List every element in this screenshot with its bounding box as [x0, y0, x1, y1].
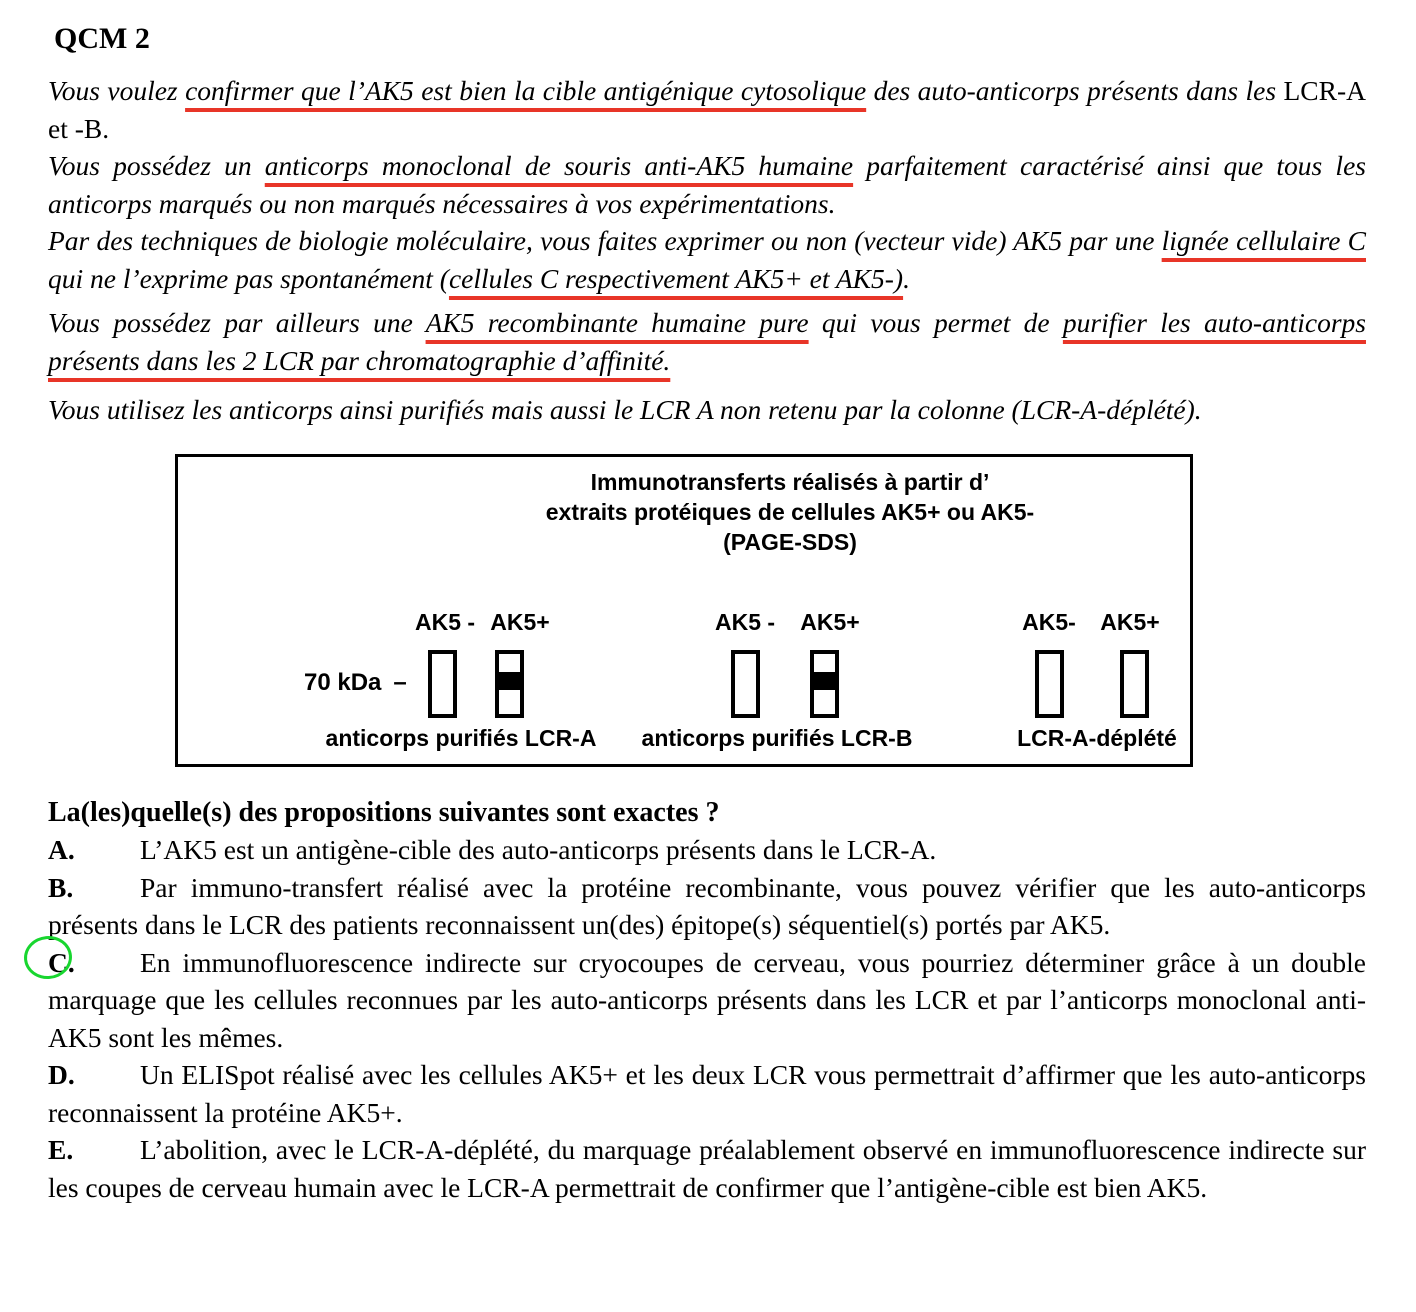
blot-caption-lcr-a: anticorps purifiés LCR-A — [325, 724, 597, 751]
protein-band — [499, 672, 520, 690]
text-segment: des auto-anticorps présents dans les — [866, 75, 1284, 106]
intro-paragraph-5 — [48, 391, 1366, 429]
question-header: La(les)quelle(s) des propositions suivantes sont exactes ? — [48, 796, 720, 828]
intro-paragraph-3 — [48, 222, 1366, 297]
red-underlined-text: AK5 recombinante humaine pure — [425, 307, 809, 338]
intro-paragraph-2 — [48, 147, 1366, 222]
blot-caption-lcr-b: anticorps purifiés LCR-B — [641, 724, 913, 751]
option-letter: D. — [48, 1059, 75, 1090]
red-underlined-text: cellules C respectivement AK5+ et AK5-) — [448, 262, 904, 294]
blot-lane-ak5pos — [1120, 650, 1149, 718]
lane-label-ak5neg: AK5 - — [414, 608, 476, 635]
lane-label-ak5pos: AK5+ — [800, 608, 860, 635]
blot-lane-ak5neg — [731, 650, 760, 718]
option-e — [48, 1131, 1366, 1206]
option-text: En immunofluorescence indirecte sur cryocoupes de cerveau, vous pourriez déterminer grâce à un double marquage que les cellules reconnues par les auto-anticorps présents dans les LCR et par l’anticorps monoclonal anti-AK5 sont les mêmes. — [48, 946, 1366, 1053]
page-title: QCM 2 — [54, 22, 150, 55]
text-segment: Vous utilisez les anticorps ainsi purifiés mais aussi le LCR A non retenu par la colonne (LCR-A-déplété). — [48, 394, 1202, 425]
lane-label-ak5neg: AK5 - — [714, 608, 776, 635]
text-segment: qui vous permet de — [808, 307, 1063, 338]
figure-title-line: extraits protéiques de cellules AK5+ ou AK5- — [545, 498, 1035, 525]
intro-paragraph-4 — [48, 304, 1366, 379]
red-underlined-text: lignée cellulaire C — [1161, 225, 1366, 256]
red-underlined-text: purifier les auto-anticorps présents dans les 2 LCR par chromatographie d’affinité. — [48, 307, 1366, 376]
blot-lane-ak5pos — [495, 650, 524, 718]
text-segment: LCR-A et -B. — [48, 75, 1366, 144]
option-text: Par immuno-transfert réalisé avec la protéine recombinante, vous pouvez vérifier que les auto-anticorps présents dans le LCR des patients reconnaissent un(des) épitope(s) séquentiel(s) portés par AK5. — [48, 871, 1366, 940]
text-segment: . — [903, 262, 910, 294]
blot-lane-ak5neg — [428, 650, 457, 718]
option-letter — [48, 944, 140, 982]
lane-label-ak5pos: AK5+ — [490, 608, 550, 635]
option-letter-text: C. — [48, 946, 75, 978]
blot-lane-ak5neg — [1035, 650, 1064, 718]
option-letter: E. — [48, 1134, 74, 1165]
red-underlined-text: anticorps monoclonal de souris anti-AK5 humaine — [264, 150, 854, 181]
protein-band — [814, 672, 835, 690]
lane-label-ak5pos: AK5+ — [1100, 608, 1160, 635]
option-letter: B. — [48, 871, 74, 903]
option-text: Un ELISpot réalisé avec les cellules AK5+ et les deux LCR vous permettrait d’affirmer que les auto-anticorps reconnaissent la protéine AK5+. — [48, 1059, 1366, 1128]
text-segment: Vous possédez un — [48, 150, 265, 181]
figure-title-line: (PAGE-SDS) — [723, 528, 857, 555]
option-letter: A. — [48, 834, 75, 865]
text-segment: Vous possédez par ailleurs une — [48, 307, 426, 338]
immunoblot-figure — [175, 454, 1193, 767]
blot-caption-lcr-a-deplete: LCR-A-déplété — [1017, 724, 1177, 751]
option-text: L’AK5 est un antigène-cible des auto-anticorps présents dans le LCR-A. — [140, 834, 937, 865]
molecular-weight-marker — [304, 669, 407, 697]
text-segment: parfaitement caractérisé ainsi que tous les anticorps marqués ou non marqués nécessaires à vos expérimentations. — [48, 150, 1366, 219]
figure-title — [178, 467, 1190, 557]
option-a — [48, 831, 1366, 869]
text-segment: qui ne l’exprime pas spontanément ( — [48, 262, 449, 294]
option-text: L’abolition, avec le LCR-A-déplété, du marquage préalablement observé en immunofluorescence indirecte sur les coupes de cerveau humain avec le LCR-A permettrait de confirmer que l’antigène-cible est bien AK5. — [48, 1134, 1366, 1203]
figure-title-line: Immunotransferts réalisés à partir d’ — [590, 468, 990, 495]
option-c — [48, 944, 1366, 1057]
option-b — [48, 869, 1366, 944]
red-underlined-text: confirmer que l’AK5 est bien la cible antigénique cytosolique — [185, 75, 867, 106]
question-block — [48, 794, 1366, 1207]
option-d — [48, 1056, 1366, 1131]
intro-paragraph-1 — [48, 72, 1366, 147]
marker-label: 70 kDa — [304, 668, 382, 696]
lane-label-ak5neg: AK5- — [1022, 608, 1076, 635]
marker-dash: – — [393, 668, 407, 696]
blot-lane-ak5pos — [810, 650, 839, 718]
text-segment: Vous voulez — [48, 75, 186, 106]
text-segment: Par des techniques de biologie moléculaire, vous faites exprimer ou non (vecteur vide) AK5 par une — [48, 225, 1162, 256]
